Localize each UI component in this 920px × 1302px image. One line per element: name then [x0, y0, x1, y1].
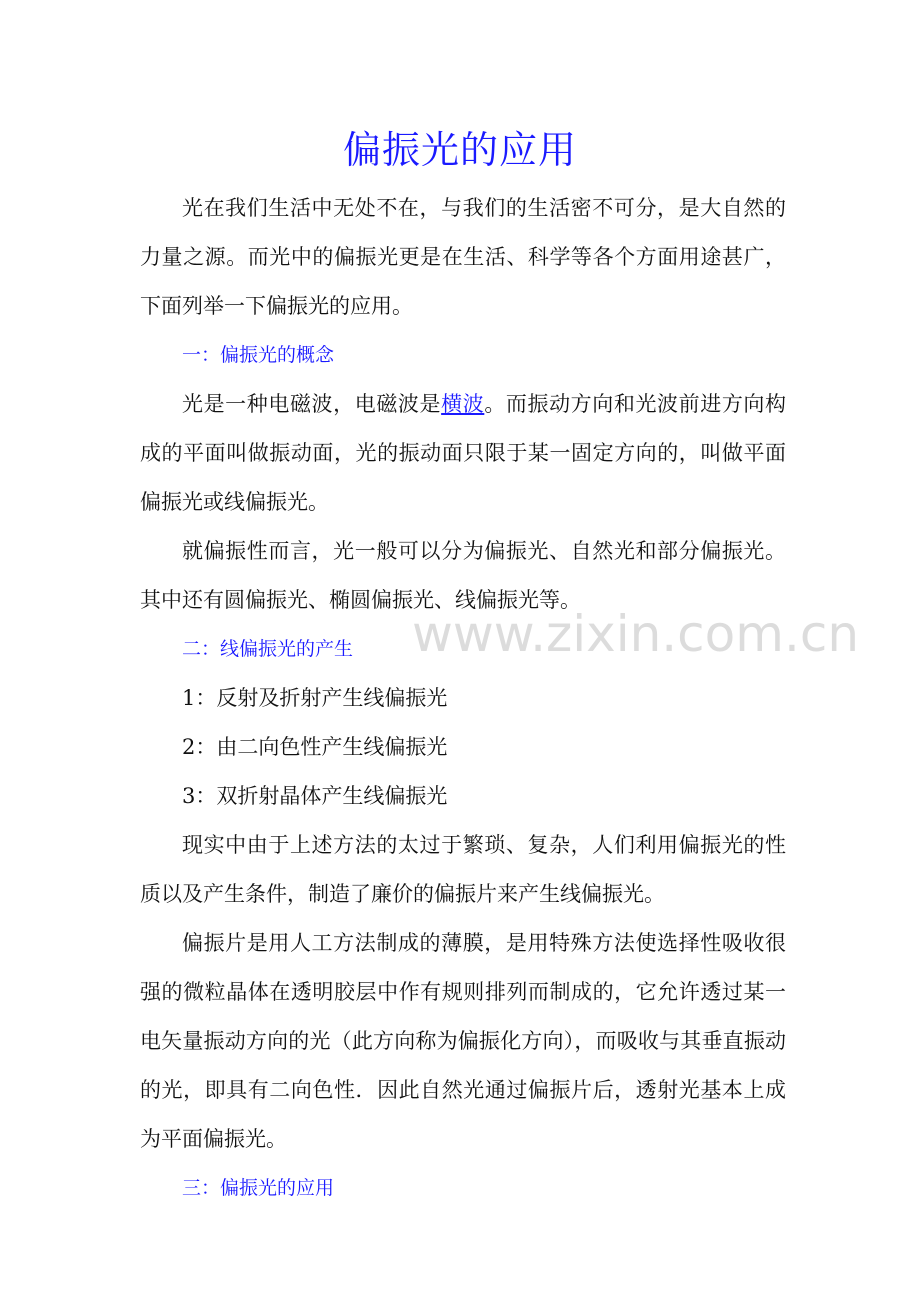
list-item: 2：由二向色性产生线偏振光 [182, 735, 448, 759]
transverse-wave-link[interactable]: 横波 [441, 392, 485, 416]
watermark: www.zixin.com.cn [412, 605, 860, 663]
section1-text-before-link: 光是一种电磁波，电磁波是 [182, 392, 442, 416]
list-item: 1：反射及折射产生线偏振光 [182, 686, 448, 710]
section3-heading: 三：偏振光的应用 [182, 1177, 335, 1199]
section1-paragraph-2: 就偏振性而言，光一般可以分为偏振光、自然光和部分偏振光。其中还有圆偏振光、椭圆偏振光、线偏振光等。 [140, 539, 786, 612]
section1-text-after-link: 。而振动方向和光波前进方向构成的平面叫做振动面，光的振动面只限于某一固定方向的，叫做平面偏振光或线偏振光。 [140, 392, 787, 514]
intro-paragraph: 光在我们生活中无处不在，与我们的生活密不可分，是大自然的力量之源。而光中的偏振光更是在生活、科学等各个方面用途甚广，下面列举一下偏振光的应用。 [140, 196, 786, 318]
list-item: 3：双折射晶体产生线偏振光 [182, 784, 448, 808]
section2-heading: 二：线偏振光的产生 [182, 638, 354, 660]
document-title: 偏振光的应用 [342, 128, 577, 172]
section1-heading: 一：偏振光的概念 [182, 344, 335, 366]
document-body [140, 184, 860, 1213]
section2-paragraph-1: 现实中由于上述方法的太过于繁琐、复杂，人们利用偏振光的性质以及产生条件，制造了廉价的偏振片来产生线偏振光。 [140, 833, 786, 906]
section2-paragraph-2: 偏振片是用人工方法制成的薄膜，是用特殊方法使选择性吸收很强的微粒晶体在透明胶层中作有规则排列而制成的，它允许透过某一电矢量振动方向的光（此方向称为偏振化方向），而吸收与其垂直振动的光，即具有二向色性．因此自然光通过偏振片后，透射光基本上成为平面偏振光。 [140, 931, 786, 1151]
section1-paragraph-1 [140, 380, 786, 527]
